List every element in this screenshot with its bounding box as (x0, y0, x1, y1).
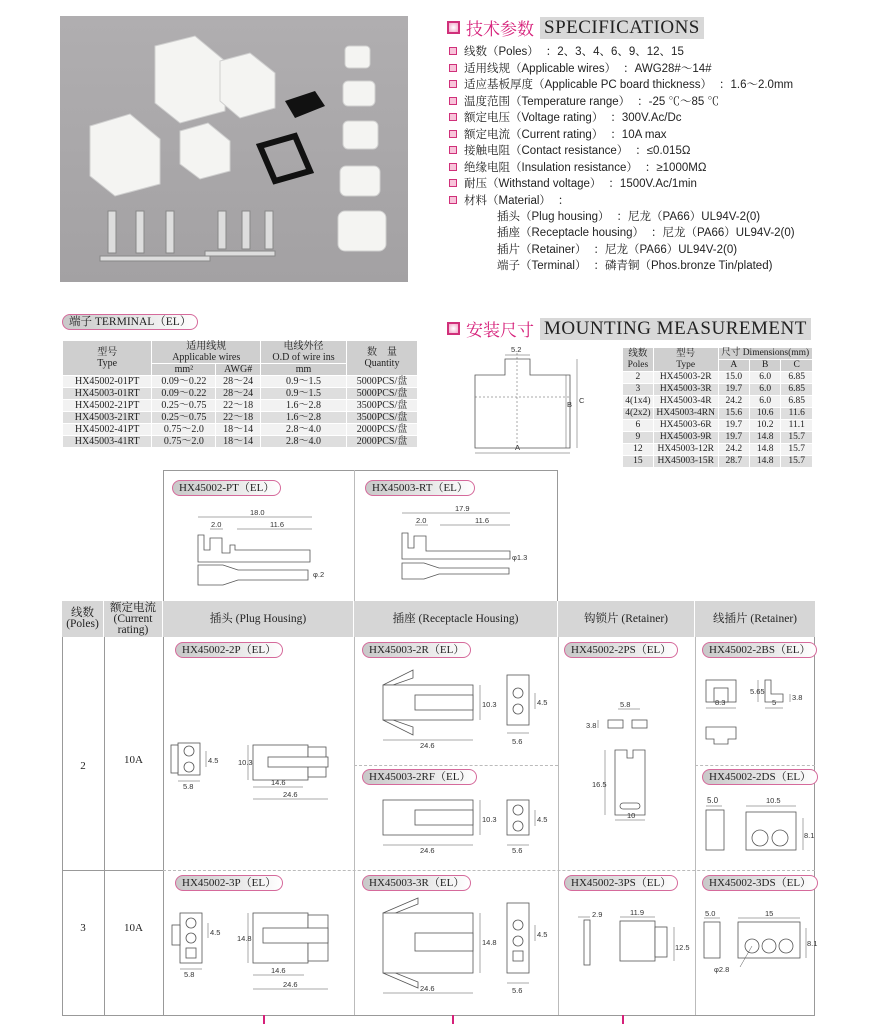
svg-text:24.6: 24.6 (283, 790, 298, 799)
bullet-icon (449, 80, 457, 88)
spec-item: 适应基板厚度（Applicable PC board thickness） ：1.6～2.0mm (449, 76, 793, 92)
part-code-tag: HX45002-3P（EL） (175, 875, 283, 891)
svg-text:15: 15 (765, 909, 774, 918)
svg-text:5.0: 5.0 (705, 909, 716, 918)
header-plug: 插头 (Plug Housing) (163, 601, 354, 637)
part-code-tag: HX45002-2P（EL） (175, 642, 283, 658)
svg-text:φ1.3: φ1.3 (512, 553, 528, 562)
table-row: HX45003-01RT 0.09～0.22 28～24 0.9～1.5 5000PCS/盘 (63, 388, 418, 400)
retainer-3ps-drawing (570, 905, 690, 975)
svg-text:5.8: 5.8 (620, 700, 631, 709)
svg-text:5.6: 5.6 (512, 737, 523, 746)
spec-item: 接触电阻（Contact resistance） ：≤0.015Ω (449, 142, 690, 158)
svg-text:5.65: 5.65 (750, 687, 765, 696)
svg-text:2.9: 2.9 (592, 910, 603, 919)
mounting-title: 安装尺寸 MOUNTING MEASUREMENT (447, 316, 811, 341)
bullet-icon (449, 163, 457, 171)
spec-item: 耐压（Withstand voltage） ：1500V.Ac/1min (449, 175, 697, 191)
bullet-icon (449, 97, 457, 105)
svg-text:B: B (567, 400, 573, 409)
svg-text:2.0: 2.0 (211, 520, 222, 529)
part-code-tag: HX45003-2R（EL） (362, 642, 471, 658)
decorative-mark (452, 1015, 454, 1024)
mounting-table: 线数 Poles 型号 Type 尺寸 Dimensions(mm) A B C 2 HX45003-2R 15.0 6.0 6.85 3 HX45003-3R 19.7 6.0 6.85 4(1x4) HX45003-4R 24.2 6.0 6.85 4(2x2) HX45003-4RN 15.6 10.6 11.6 6 HX45003-6R 19.7 10.2 11.1 9 HX45003-9R 19.7 14.8 15.7 12 HX45003-12R 24.2 14.8 15.7 15 HX45003-15R 28.7 14.8 15.7 (622, 347, 813, 468)
svg-text:17.9: 17.9 (455, 504, 470, 513)
svg-text:11.6: 11.6 (270, 520, 285, 529)
table-row: 4(1x4) HX45003-4R 24.2 6.0 6.85 (623, 396, 813, 408)
bullet-icon (449, 47, 457, 55)
spec-item: 绝缘电阻（Insulation resistance） ：≥1000MΩ (449, 159, 706, 175)
bullet-icon (449, 146, 457, 154)
svg-text:C: C (579, 396, 585, 405)
svg-text:12.5: 12.5 (675, 943, 690, 952)
svg-text:24.6: 24.6 (420, 984, 435, 993)
header-poles: 线数 (Poles) (62, 601, 104, 637)
svg-text:3.8: 3.8 (586, 721, 597, 730)
svg-text:5.0: 5.0 (707, 796, 719, 805)
svg-text:14.8: 14.8 (237, 934, 252, 943)
terminal-table: 型号 Type 适用线规 Applicable wires 电线外径 O.D of wire ins 数 量 Quantity mm² AWG# mm HX45002-01PT 0.09～0.22 28～24 0.9～1.5 5000PCS/盘 HX45003-01RT 0.09～0.22 28～24 0.9～1.5 5000PCS/盘 HX45002-21PT 0.25～0.75 22～18 1.6～2.8 3500PCS/盘 HX45003-21RT 0.25～0.75 22～18 1.6～2.8 3500PCS/盘 HX45002-41PT 0.75～2.0 18～14 2.8～4.0 2000PCS/盘 HX45003-41RT 0.75～2.0 18～14 2.8～4.0 2000PCS/盘 (62, 340, 418, 448)
row-current: 10A (124, 754, 143, 766)
table-row: 12 HX45003-12R 24.2 14.8 15.7 (623, 444, 813, 456)
receptacle-3r-drawing (375, 895, 555, 1005)
svg-text:4.5: 4.5 (537, 698, 548, 707)
svg-text:14.6: 14.6 (271, 966, 286, 975)
svg-text:18.0: 18.0 (250, 508, 265, 517)
header-retainer-hook: 钩锁片 (Retainer) (558, 601, 695, 637)
table-row: HX45002-21PT 0.25～0.75 22～18 1.6～2.8 3500PCS/盘 (63, 400, 418, 412)
svg-text:5.6: 5.6 (512, 846, 523, 855)
row-current: 10A (124, 922, 143, 934)
table-row: 9 HX45003-9R 19.7 14.8 15.7 (623, 432, 813, 444)
part-code-tag: HX45002-2PS（EL） (564, 642, 678, 658)
spec-item: 额定电压（Voltage rating） ：300V.Ac/Dc (449, 109, 682, 125)
spec-item: 适用线规（Applicable wires） ：AWG28#～14# (449, 60, 712, 76)
header-receptacle: 插座 (Receptacle Housing) (354, 601, 558, 637)
row-poles: 2 (80, 760, 86, 772)
title-bullet-icon (447, 21, 460, 34)
table-row: 3 HX45003-3R 19.7 6.0 6.85 (623, 384, 813, 396)
part-code-tag: HX45003-2RF（EL） (362, 769, 477, 785)
table-row: HX45002-01PT 0.09～0.22 28～24 0.9～1.5 5000PCS/盘 (63, 376, 418, 388)
title-bullet-icon (447, 322, 460, 335)
table-row: 6 HX45003-6R 19.7 10.2 11.1 (623, 420, 813, 432)
svg-text:11.6: 11.6 (475, 516, 490, 525)
spec-item: 额定电流（Current rating） ：10A max (449, 126, 667, 142)
svg-text:4.5: 4.5 (208, 756, 219, 765)
part-code-tag: HX45002-2BS（EL） (702, 642, 817, 658)
svg-text:5.8: 5.8 (184, 970, 195, 979)
bullet-icon (449, 179, 457, 187)
svg-text:24.6: 24.6 (283, 980, 298, 989)
header-retainer-wire: 线插片 (Retainer) (695, 601, 815, 637)
svg-text:14.8: 14.8 (482, 938, 497, 947)
bullet-icon (449, 113, 457, 121)
svg-text:10: 10 (627, 811, 636, 820)
decorative-mark (263, 1015, 265, 1024)
terminal-drawing-tag: HX45002-PT（EL） (172, 480, 281, 496)
plug-terminal-drawing (195, 505, 335, 590)
svg-text:8.1: 8.1 (804, 831, 815, 840)
bullet-icon (449, 130, 457, 138)
svg-text:10.3: 10.3 (238, 758, 253, 767)
part-code-tag: HX45002-2DS（EL） (702, 769, 818, 785)
spec-item: 温度范围（Temperature range） ：-25 ℃～85 ℃ (449, 93, 719, 109)
svg-text:11.9: 11.9 (630, 908, 645, 917)
bullet-icon (449, 64, 457, 72)
material-item: 端子（Terminal） ：磷青铜（Phos.bronze Tin/plated) (497, 260, 773, 272)
svg-text:14.6: 14.6 (271, 778, 286, 787)
table-row: 2 HX45003-2R 15.0 6.0 6.85 (623, 372, 813, 384)
table-row: HX45002-41PT 0.75～2.0 18～14 2.8～4.0 2000PCS/盘 (63, 424, 418, 436)
svg-text:8.1: 8.1 (807, 939, 818, 948)
header-current: 额定电流 (Current rating) (104, 601, 163, 637)
spec-item: 材料（Material） ： (449, 192, 569, 208)
mounting-diagram (455, 345, 595, 460)
part-code-tag: HX45002-3DS（EL） (702, 875, 818, 891)
svg-text:4.5: 4.5 (537, 930, 548, 939)
svg-text:5.8: 5.8 (183, 782, 194, 791)
svg-text:5.6: 5.6 (512, 986, 523, 995)
svg-text:5.2: 5.2 (511, 345, 522, 354)
svg-text:16.5: 16.5 (592, 780, 607, 789)
row-poles: 3 (80, 922, 86, 934)
svg-text:4.5: 4.5 (210, 928, 221, 937)
receptacle-2r-drawing (375, 665, 555, 755)
svg-text:3.8: 3.8 (792, 693, 803, 702)
svg-text:φ2.8: φ2.8 (714, 965, 730, 974)
material-item: 插片（Retainer） ：尼龙（PA66）UL94V-2(0) (497, 244, 738, 256)
spec-item: 线数（Poles） ：2、3、4、6、9、12、15 (449, 43, 684, 59)
decorative-mark (622, 1015, 624, 1024)
material-item: 插座（Receptacle housing） ：尼龙（PA66）UL94V-2(0) (497, 227, 795, 239)
table-row: HX45003-41RT 0.75～2.0 18～14 2.8～4.0 2000PCS/盘 (63, 436, 418, 448)
svg-text:2.0: 2.0 (416, 516, 427, 525)
part-code-tag: HX45003-3R（EL） (362, 875, 471, 891)
table-row: 4(2x2) HX45003-4RN 15.6 10.6 11.6 (623, 408, 813, 420)
svg-text:φ.2: φ.2 (313, 570, 325, 579)
svg-text:24.6: 24.6 (420, 846, 435, 855)
bullet-icon (449, 196, 457, 204)
receptacle-2rf-drawing (375, 790, 555, 865)
product-photo (60, 16, 408, 282)
receptacle-terminal-drawing (400, 505, 540, 590)
table-row: 15 HX45003-15R 28.7 14.8 15.7 (623, 456, 813, 468)
connector-photo-illustration (60, 16, 408, 282)
terminal-tag: 端子 TERMINAL（EL） (62, 314, 198, 330)
specifications-title: 技术参数 SPECIFICATIONS (447, 15, 704, 40)
retainer-3ds-drawing (700, 909, 818, 980)
plug-2p-drawing (168, 735, 353, 805)
svg-text:10.3: 10.3 (482, 815, 497, 824)
svg-text:4.5: 4.5 (537, 815, 548, 824)
retainer-2ds-drawing (700, 792, 815, 862)
svg-text:5: 5 (772, 698, 777, 707)
svg-text:A: A (515, 443, 521, 452)
terminal-drawing-tag: HX45003-RT（EL） (365, 480, 475, 496)
svg-text:24.6: 24.6 (420, 741, 435, 750)
svg-text:8.3: 8.3 (715, 698, 726, 707)
retainer-2bs-drawing (700, 672, 812, 762)
material-item: 插头（Plug housing） ：尼龙（PA66）UL94V-2(0) (497, 211, 761, 223)
retainer-2ps-drawing (580, 695, 680, 825)
svg-text:10.5: 10.5 (766, 796, 781, 805)
plug-3p-drawing (168, 905, 353, 1010)
table-row: HX45003-21RT 0.25～0.75 22～18 1.6～2.8 3500PCS/盘 (63, 412, 418, 424)
svg-text:10.3: 10.3 (482, 700, 497, 709)
part-code-tag: HX45002-3PS（EL） (564, 875, 678, 891)
